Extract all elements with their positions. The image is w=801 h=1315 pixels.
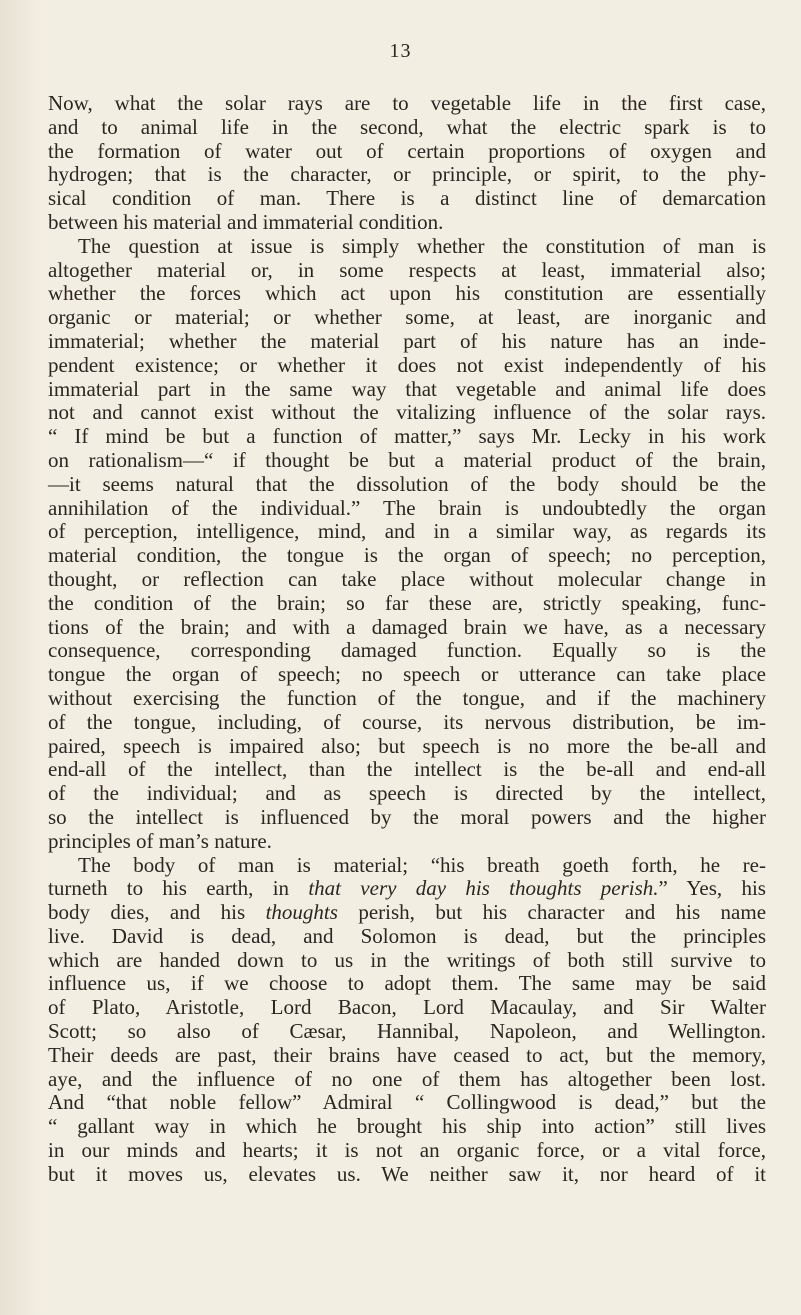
- text-line: so the intellect is influenced by the moral powers and the higher: [48, 804, 766, 829]
- text-line: organic or material; or whether some, at least, are inorganic and: [48, 305, 766, 330]
- text-line: material condition, the tongue is the organ of speech; no perception,: [48, 543, 766, 568]
- text-line: immaterial part in the same way that vegetable and animal life does: [48, 376, 766, 401]
- text-line: sical condition of man. There is a distinct line of demarcation: [48, 186, 766, 211]
- body-text: [48, 92, 766, 1187]
- text-line: which are handed down to us in the writings of both still survive to: [48, 947, 766, 972]
- paragraph-block-b: [48, 925, 766, 1187]
- text-line: influence us, if we choose to adopt them. The same may be said: [48, 971, 766, 996]
- text-run: perish, but his character and his name: [337, 900, 767, 925]
- text-line: annihilation of the individual.” The brain is undoubtedly the organ: [48, 495, 766, 520]
- text-line: Their deeds are past, their brains have ceased to act, but the memory,: [48, 1042, 766, 1067]
- text-line: of the tongue, including, of course, its nervous distribution, be im-: [48, 709, 766, 734]
- text-line: of Plato, Aristotle, Lord Bacon, Lord Macaulay, and Sir Walter: [48, 995, 766, 1020]
- text-line: paired, speech is impaired also; but speech is no more the be-all and: [48, 733, 766, 758]
- italic-word: thoughts: [265, 900, 338, 925]
- text-line: and to animal life in the second, what the electric spark is to: [48, 114, 766, 139]
- text-line: Scott; so also of Cæsar, Hannibal, Napoleon, and Wellington.: [48, 1019, 766, 1044]
- text-line: live. David is dead, and Solomon is dead, but the principles: [48, 923, 766, 948]
- text-line: tongue the organ of speech; no speech or utterance can take place: [48, 662, 766, 687]
- text-line: The question at issue is simply whether the constitution of man is: [78, 233, 766, 258]
- text-line: Now, what the solar rays are to vegetable life in the first case,: [48, 91, 766, 115]
- text-line: of the individual; and as speech is directed by the intellect,: [48, 781, 766, 806]
- text-run: ” Yes, his: [658, 876, 766, 901]
- text-line: in our minds and hearts; it is not an organic force, or a vital force,: [48, 1138, 766, 1163]
- page-number: 13: [389, 40, 412, 62]
- text-line: hydrogen; that is the character, or principle, or spirit, to the phy-: [48, 162, 766, 187]
- text-line: The body of man is material; “his breath goeth forth, he re-: [78, 852, 766, 877]
- text-line: [48, 877, 766, 901]
- paragraph-block-a: [48, 92, 766, 854]
- text-line: without exercising the function of the tongue, and if the machinery: [48, 685, 766, 710]
- text-line: altogether material or, in some respects at least, immaterial also;: [48, 257, 766, 282]
- text-line: tions of the brain; and with a damaged brain we have, as a necessary: [48, 614, 766, 639]
- text-line: And “that noble fellow” Admiral “ Collingwood is dead,” but the: [48, 1090, 766, 1115]
- text-line: [48, 901, 766, 925]
- text-line: on rationalism—“ if thought be but a material product of the brain,: [48, 447, 766, 472]
- text-line: “ gallant way in which he brought his ship into action” still lives: [48, 1114, 766, 1139]
- text-line: the condition of the brain; so far these are, strictly speaking, func-: [48, 590, 766, 615]
- text-line: end-all of the intellect, than the intellect is the be-all and end-all: [48, 757, 766, 782]
- text-line: immaterial; whether the material part of his nature has an inde-: [48, 328, 766, 353]
- text-run: body dies, and his: [48, 900, 266, 925]
- text-line: the formation of water out of certain proportions of oxygen and: [48, 138, 766, 163]
- text-line: aye, and the influence of no one of them has altogether been lost.: [48, 1066, 766, 1091]
- text-line: —it seems natural that the dissolution of the body should be the: [48, 471, 766, 496]
- text-line: consequence, corresponding damaged function. Equally so is the: [48, 638, 766, 663]
- text-line: whether the forces which act upon his constitution are essentially: [48, 281, 766, 306]
- text-line: principles of man’s nature.: [48, 828, 272, 853]
- italic-quote: that very day his thoughts perish.: [308, 876, 659, 901]
- text-line: between his material and immaterial condition.: [48, 209, 444, 234]
- text-line: thought, or reflection can take place without molecular change in: [48, 566, 766, 591]
- text-line: not and cannot exist without the vitalizing influence of the solar rays.: [48, 400, 766, 425]
- text-line: “ If mind be but a function of matter,” says Mr. Lecky in his work: [48, 424, 766, 449]
- text-line: of perception, intelligence, mind, and in a similar way, as regards its: [48, 519, 766, 544]
- text-run: turneth to his earth, in: [48, 876, 309, 901]
- text-line: but it moves us, elevates us. We neither saw it, nor heard of it: [48, 1161, 766, 1186]
- text-line: pendent existence; or whether it does not exist independently of his: [48, 352, 766, 377]
